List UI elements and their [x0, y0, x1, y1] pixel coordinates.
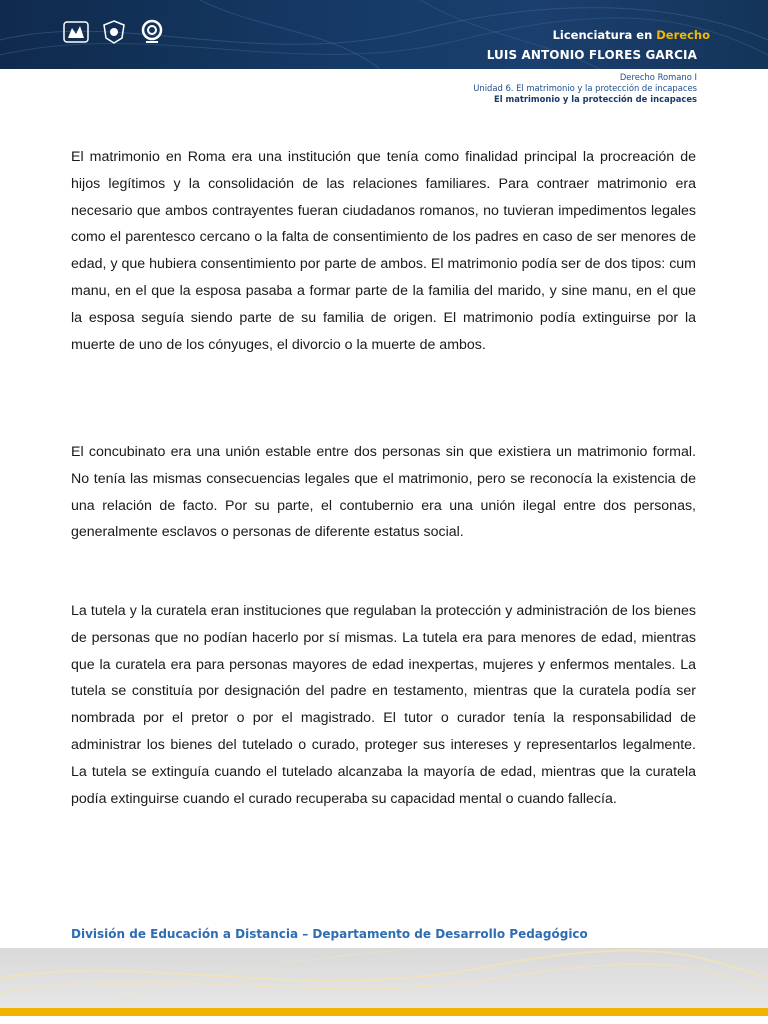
unit-name: Unidad 6. El matrimonio y la protección de incapaces	[473, 83, 697, 93]
footer-accent-stripe	[0, 1008, 768, 1016]
institution-logos	[62, 18, 166, 46]
paragraph-concubinato: El concubinato era una unión estable entre dos personas sin que existiera un matrimonio formal. No tenía las mismas consecuencias legales que el matrimonio, pero se reconocía la existencia de una relación de facto. Por su parte, el contubernio era una unión ilegal entre dos personas, generalmente esclavos o personas de diferente estatus social.	[71, 444, 696, 541]
paragraph-tutela-curatela: La tutela y la curatela eran instituciones que regulaban la protección y administración de los bienes de personas que no podían hacerlo por sí mismas. La tutela era para menores de edad, mientras que la curatela era para personas mayores de edad inexpertas, mujeres y enfermos mentales. La tutela se constituía por designación del padre en testamento, mientras que la curatela podía ser nombrada por el pretor o por el magistrado. El tutor o curador tenía la responsabilidad de administrar los bienes del tutelado o curado, proteger sus intereses y representarlos legalmente. La tutela se extinguía cuando el tutelado alcanzaba la mayoría de edad, mientras que la curatela podía extinguirse cuando el curado recuperaba su capacidad mental o cuando fallecía.	[71, 603, 696, 807]
faculty-shield-icon	[100, 18, 128, 46]
topic-name: El matrimonio y la protección de incapaces	[494, 94, 697, 104]
program-accent: Derecho	[656, 28, 710, 42]
footer-bottom-margin	[0, 1016, 768, 1024]
course-subheader	[473, 72, 697, 105]
distance-education-logo-icon	[138, 18, 166, 46]
footer-department: División de Educación a Distancia – Departamento de Desarrollo Pedagógico	[71, 927, 588, 941]
footer-band	[0, 948, 768, 1008]
program-prefix: Licenciatura en	[552, 28, 657, 42]
program-title	[553, 28, 710, 42]
paragraph-matrimonio: El matrimonio en Roma era una institución que tenía como finalidad principal la procreación de hijos legítimos y la consolidación de las relaciones familiares. Para contraer matrimonio era necesario que ambos contrayentes fueran ciudadanos romanos, no tuvieran impedimentos legales como el parentesco cercano o la falta de consentimiento de los padres en caso de ser menores de edad, y que hubiera consentimiento por parte de ambos. El matrimonio podía ser de dos tipos: cum manu, en el que la esposa pasaba a formar parte de la familia del marido, y sine manu, en el que la esposa seguía siendo parte de su familia de origen. El matrimonio podía extinguirse por la muerte de uno de los cónyuges, el divorcio o la muerte de ambos.	[71, 149, 696, 353]
page-header	[0, 0, 768, 69]
course-name: Derecho Romano I	[619, 72, 697, 82]
footer-wave-decoration	[0, 948, 768, 1008]
student-name: LUIS ANTONIO FLORES GARCIA	[486, 48, 697, 62]
unam-seal-icon	[62, 18, 90, 46]
